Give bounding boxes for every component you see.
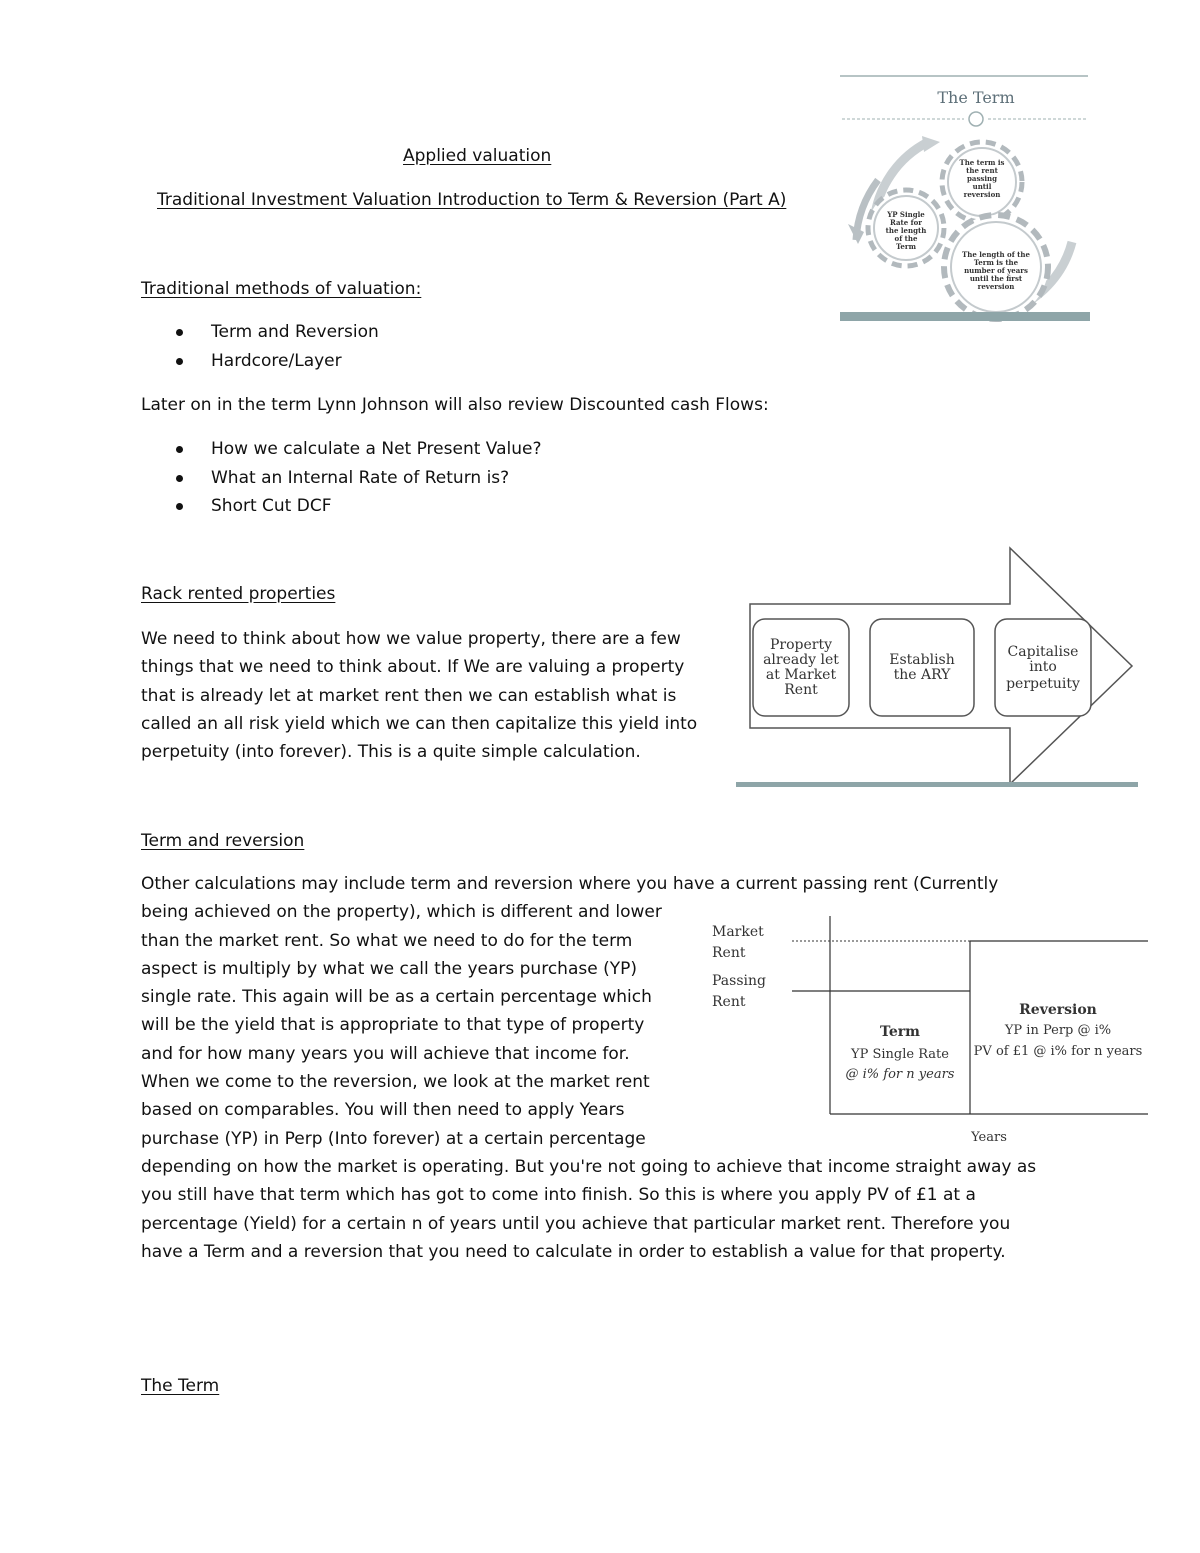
term-reversion-paragraph: Other calculations may include term and reversion where you have a current passing rent (Currently being achieved on the property), which is different and lower than the market rent. So what we need to do for the term aspect is multiply by what we call the years purchase (YP) single rate. This again will be as a certain percentage which will be the yield that is appropriate to that type of property and for how many years you will achieve that income for. When we come to the reversion, we look at the market rent based on comparables. You will then need to apply Years purchase (YP) in Perp (Into forever) at a certain percentage depending on how the market is operating. But you're not going to achieve that income straight away as you still have that term which has got to come into finish. So this is where you apply PV of £1 at a percentage (Yield) for a certain n of years until you achieve that particular market rent. Therefore you have a Term and a reversion that you need to calculate in order to establish a value for that property. xyxy=(141,874,1037,1262)
gear3-line: number of years xyxy=(964,266,1028,275)
list-item: Hardcore/Layer xyxy=(141,351,379,380)
box2-line: Establish xyxy=(889,652,955,668)
gear1-line: passing xyxy=(967,174,997,183)
term-gear-figure xyxy=(836,72,1092,324)
gear2-line: Term xyxy=(896,242,916,251)
list-item: What an Internal Rate of Return is? xyxy=(141,468,542,497)
gear1-line: until xyxy=(972,182,992,191)
market-rent-label: Market xyxy=(712,924,764,940)
page-subtitle: Traditional Investment Valuation Introduction to Term & Reversion (Part A) xyxy=(157,190,787,210)
x-axis-label: Years xyxy=(971,1130,1007,1145)
passing-rent-label: Rent xyxy=(712,994,746,1010)
term-line: YP Single Rate xyxy=(851,1047,949,1062)
the-term-heading: The Term xyxy=(141,1376,220,1396)
box1-line: Property xyxy=(769,637,833,653)
list-item: Term and Reversion xyxy=(141,322,379,351)
reversion-line: PV of £1 @ i% for n years xyxy=(973,1044,1143,1059)
reversion-line: YP in Perp @ i% xyxy=(1004,1023,1112,1038)
rack-heading: Rack rented properties xyxy=(141,584,336,604)
methods-heading: Traditional methods of valuation: xyxy=(141,279,422,299)
gear-figure-title: The Term xyxy=(937,88,1015,107)
box3-line: into xyxy=(1029,659,1057,675)
dcf-intro: Later on in the term Lynn Johnson will also review Discounted cash Flows: xyxy=(141,395,769,415)
gear3-line: The length of the xyxy=(962,250,1030,259)
methods-list xyxy=(141,322,379,379)
market-rent-label: Rent xyxy=(712,945,746,961)
reversion-title: Reversion xyxy=(1019,1002,1097,1018)
gear3-line: until the first xyxy=(969,274,1023,283)
box1-line: Rent xyxy=(784,682,818,698)
bullet-icon xyxy=(176,446,183,453)
box2-line: the ARY xyxy=(893,667,951,683)
box3-line: perpetuity xyxy=(1006,676,1080,692)
gear2-line: the length xyxy=(885,226,927,235)
term-reversion-heading: Term and reversion xyxy=(141,831,305,851)
gear2-line: Rate for xyxy=(889,218,923,227)
box1-line: at Market xyxy=(765,667,837,683)
bullet-icon xyxy=(176,358,183,365)
rack-paragraph: We need to think about how we value property, there are a few things that we need to think about. If We are valuing a property that is already let at market rent then we can establish what is called an all risk yield which we can then capitalize this yield into perpetuity (into forever). This is a quite simple calculation. xyxy=(141,629,698,763)
bullet-icon xyxy=(176,475,183,482)
bullet-icon xyxy=(176,503,183,510)
gear1-line: The term is xyxy=(959,158,1005,167)
list-item: Short Cut DCF xyxy=(141,496,542,525)
term-reversion-diagram xyxy=(706,912,1152,1148)
gear2-line: of the xyxy=(894,234,918,243)
gear1-line: the rent xyxy=(966,166,998,175)
passing-rent-label: Passing xyxy=(712,973,766,989)
box3-line: Capitalise xyxy=(1007,644,1079,660)
gear1-line: reversion xyxy=(963,190,1001,199)
dcf-list xyxy=(141,439,542,525)
term-title: Term xyxy=(880,1024,920,1040)
gear3-line: Term is the xyxy=(973,258,1019,267)
list-item: How we calculate a Net Present Value? xyxy=(141,439,542,468)
gear3-line: reversion xyxy=(977,282,1015,291)
gear2-line: YP Single xyxy=(887,210,925,219)
term-line: @ i% for n years xyxy=(845,1067,955,1082)
box1-line: already let xyxy=(763,652,839,668)
bullet-icon xyxy=(176,329,183,336)
arrow-process-figure xyxy=(734,544,1140,792)
page-title: Applied valuation xyxy=(403,146,552,166)
